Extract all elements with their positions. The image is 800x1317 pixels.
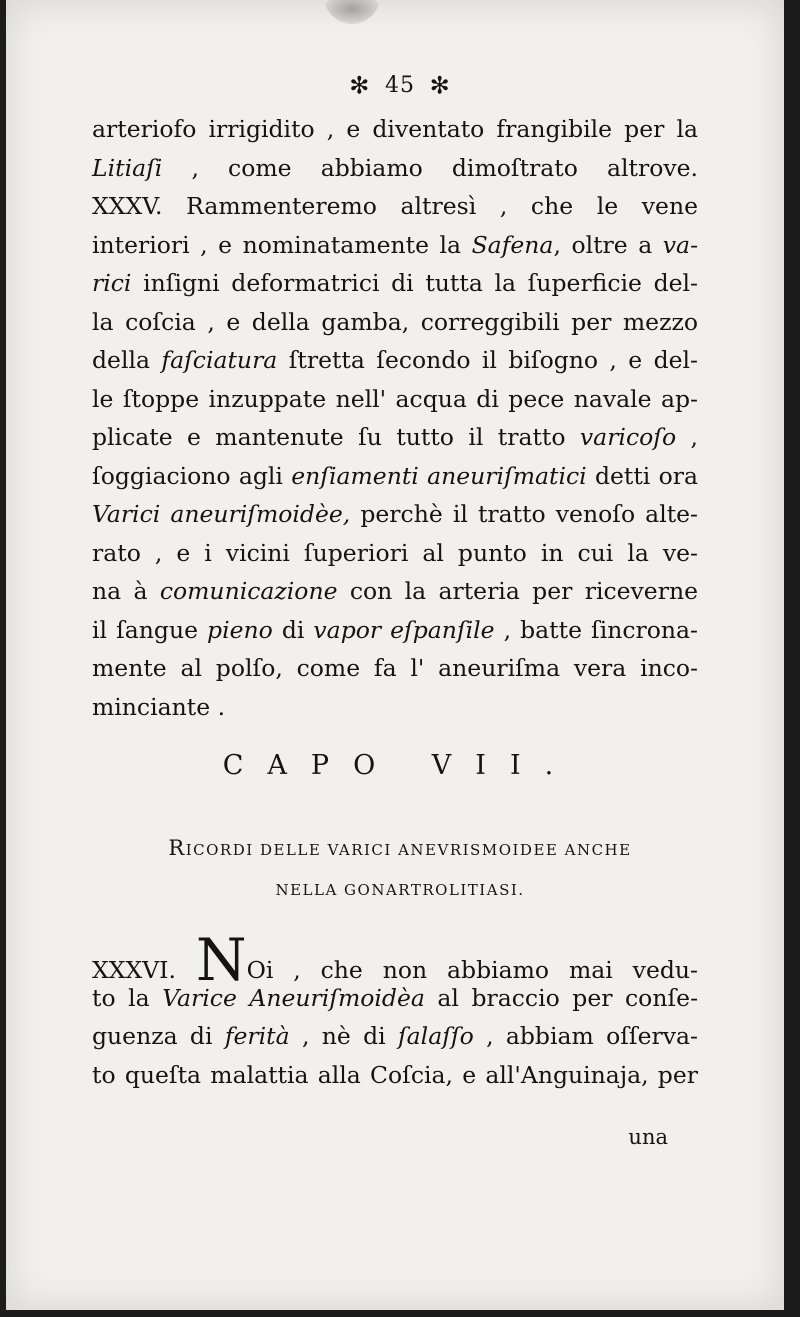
- italic-text: comunicazione: [159, 577, 338, 605]
- text-line: [92, 534, 698, 573]
- italic-text: rici: [92, 269, 132, 297]
- text-segment: , nè di: [289, 1022, 398, 1050]
- text-line: [92, 495, 698, 534]
- italic-text: varicoſo: [579, 423, 677, 451]
- paragraph-xxxvi: [92, 926, 699, 1094]
- ornament-left-icon: ✻: [349, 71, 371, 100]
- italic-text: enſiamenti aneuriſmatici: [291, 461, 587, 490]
- text-line: [92, 457, 698, 496]
- text-line: [92, 187, 698, 226]
- text-segment: , come abbiamo dimoſtrato altrove.: [162, 153, 698, 182]
- text-line: [92, 1017, 698, 1056]
- drop-cap: N: [195, 926, 247, 994]
- text-segment: to la: [92, 983, 163, 1012]
- text-segment: , batte ſincrona-: [494, 615, 698, 644]
- text-line: [92, 649, 698, 688]
- italic-text: va-: [662, 230, 699, 259]
- italic-text: faſciatura: [161, 346, 278, 374]
- text-segment: di: [272, 615, 314, 644]
- italic-text: Safena: [471, 230, 554, 259]
- italic-text: vapor eſpanſile: [313, 615, 495, 644]
- text-segment: le ſtoppe inzuppate nell' acqua di pece navale ap-: [92, 384, 698, 413]
- text-segment: ſoggiaciono agli: [92, 461, 292, 490]
- text-segment: la coſcia , e della gamba, correggibili per mezzo: [92, 307, 698, 336]
- text-segment: ,: [676, 423, 698, 451]
- text-line: [92, 303, 698, 342]
- text-segment: plicate e mantenute ſu tutto il tratto: [92, 423, 580, 451]
- text-segment: to queſta malattia alla Coſcia, e all'Anguinaja, per: [92, 1060, 698, 1089]
- text-segment: perchè il tratto venoſo alte-: [350, 500, 699, 528]
- page-number: 45: [385, 73, 415, 98]
- text-line: [92, 1056, 698, 1095]
- text-line: [92, 264, 698, 303]
- text-segment: ſtretta ſecondo il biſogno , e del-: [277, 346, 698, 374]
- text-segment: XXXV. Rammenteremo altresì , che le vene: [92, 192, 698, 220]
- text-segment: inſigni deformatrici di tutta la ſuperficie del-: [131, 269, 698, 297]
- italic-text: pieno: [207, 615, 273, 644]
- text-segment: guenza di: [92, 1022, 225, 1050]
- text-segment: interiori , e nominatamente la: [92, 230, 472, 259]
- text-segment: della: [92, 346, 162, 374]
- text-line: [92, 979, 698, 1018]
- paragraph-xxxv: [92, 110, 698, 726]
- binding-shadow: [324, 0, 380, 24]
- text-line: [92, 149, 698, 188]
- text-segment: na à: [92, 577, 160, 605]
- text-line: [92, 341, 698, 380]
- text-line: [92, 380, 698, 419]
- text-line: [92, 611, 698, 650]
- subtitle-line-2: NELLA GONARTROLITIASI.: [275, 881, 525, 899]
- text-segment: al braccio per conſe-: [424, 983, 699, 1012]
- catchword: una: [628, 1125, 668, 1149]
- text-segment: minciante .: [92, 692, 226, 721]
- chapter-title: CAPO VII.: [222, 750, 578, 781]
- text-line: [92, 572, 698, 611]
- text-line: [92, 110, 698, 149]
- text-segment: il ſangue: [92, 615, 208, 644]
- text-segment: rato , e i vicini ſuperiori al punto in cui la ve-: [92, 538, 698, 567]
- italic-text: Litiaſi: [92, 153, 163, 182]
- text-line: [92, 418, 698, 457]
- chapter-subtitle: [0, 828, 800, 910]
- text-line: [92, 226, 698, 265]
- page-header: [0, 70, 800, 100]
- italic-text: ſalaſſo: [397, 1022, 474, 1050]
- text-line: [92, 688, 698, 727]
- ornament-right-icon: ✻: [429, 71, 451, 100]
- text-segment: arteriofo irrigidito , e diventato frangibile per la: [92, 115, 698, 143]
- text-segment: , abbiam oſſerva-: [473, 1022, 698, 1050]
- text-segment: con la arteria per riceverne: [337, 577, 698, 605]
- text-segment: detti ora: [586, 461, 699, 490]
- italic-text: Varici aneuriſmoidèe,: [92, 500, 351, 528]
- text-segment: , oltre a: [553, 230, 663, 259]
- italic-text: ferità: [224, 1022, 290, 1050]
- subtitle-line-1: RICORDI DELLE VARICI ANEVRISMOIDEE ANCHE: [168, 836, 632, 860]
- text-line: XXXVI. NOi , che non abbiamo mai vedu-: [92, 926, 698, 994]
- italic-text: Varice Aneuriſmoidèa: [162, 983, 425, 1012]
- text-segment: mente al polſo, come fa l' aneuriſma vera inco-: [92, 654, 698, 682]
